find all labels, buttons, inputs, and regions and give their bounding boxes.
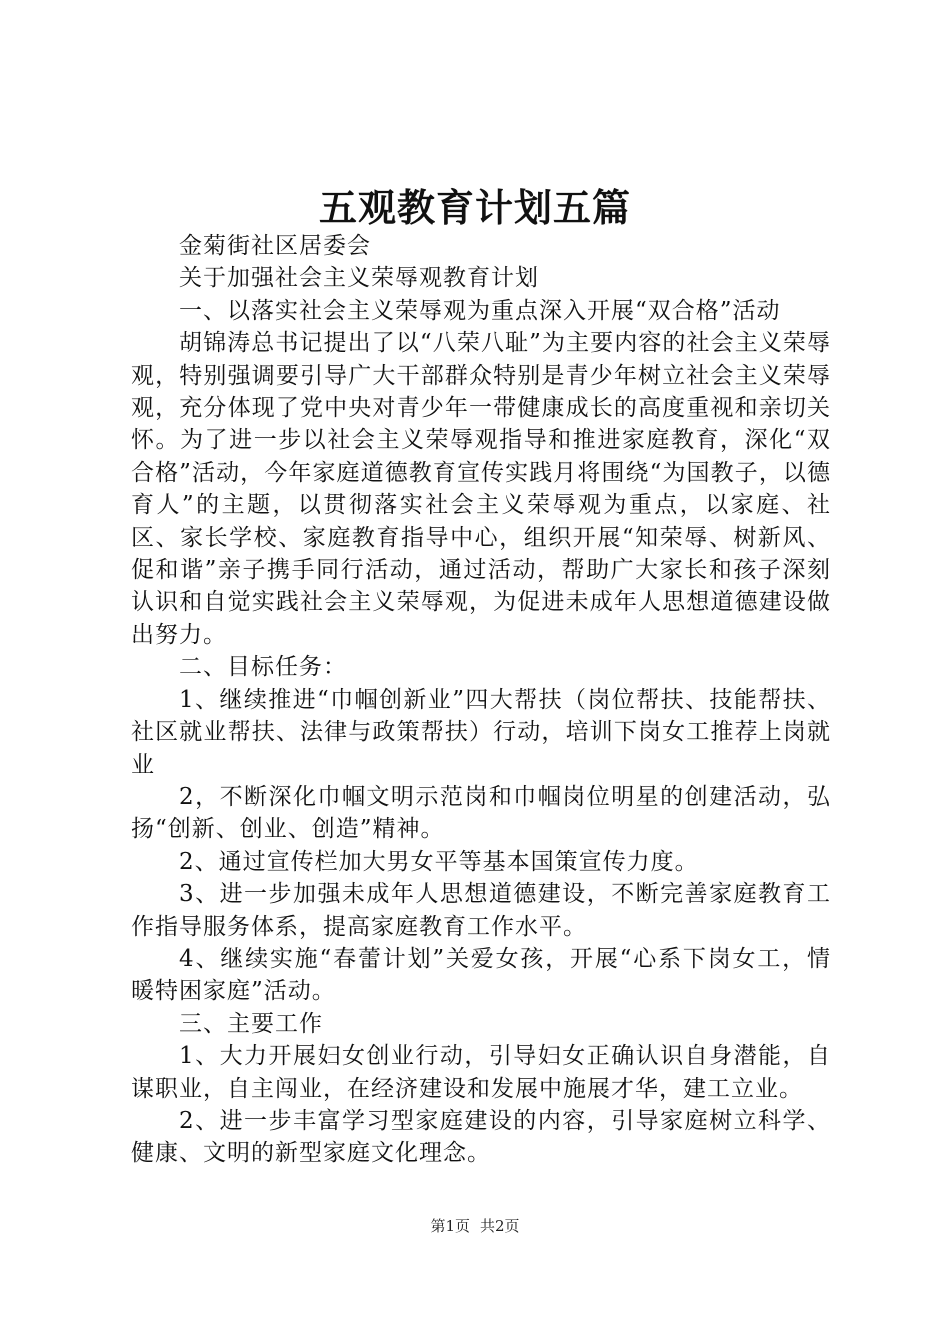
page-number: 第1页	[430, 1217, 470, 1235]
task-item-3: 3、进一步加强未成年人思想道德建设，不断完善家庭教育工作指导服务体系，提高家庭教育工作水平。	[131, 881, 831, 940]
task-item-1: 1、继续推进“巾帼创新业”四大帮扶（岗位帮扶、技能帮扶、社区就业帮扶、法律与政策帮扶）行动，培训下岗女工推荐上岗就业	[131, 686, 831, 778]
task-item-4: 4、继续实施“春蕾计划”关爱女孩，开展“心系下岗女工，情暖特困家庭”活动。	[131, 945, 831, 1005]
document-title: 五观教育计划五篇	[318, 185, 631, 230]
task-item-2b: 2、通过宣传栏加大男女平等基本国策宣传力度。	[179, 848, 699, 875]
paragraph-org-name: 金菊街社区居委会	[179, 233, 371, 259]
page-footer	[0, 1215, 950, 1237]
work-item-2: 2、进一步丰富学习型家庭建设的内容，引导家庭树立科学、健康、文明的新型家庭文化理念。	[131, 1107, 831, 1167]
section-heading-1: 一、以落实社会主义荣辱观为重点深入开展“双合格”活动	[179, 297, 781, 324]
document-body	[131, 230, 831, 1170]
section-heading-2: 二、目标任务：	[179, 654, 347, 681]
section-heading-3: 三、主要工作	[179, 1010, 323, 1037]
task-item-2a: 2，不断深化巾帼文明示范岗和巾帼岗位明星的创建活动，弘扬“创新、创业、创造”精神。	[131, 783, 831, 843]
work-item-1: 1、大力开展妇女创业行动，引导妇女正确认识自身潜能，自谋职业，自主闯业，在经济建设和发展中施展才华，建工立业。	[131, 1043, 831, 1102]
page-total: 共2页	[480, 1217, 520, 1235]
paragraph-plan-title: 关于加强社会主义荣辱观教育计划	[179, 265, 539, 292]
paragraph-intro: 胡锦涛总书记提出了以“八荣八耻”为主要内容的社会主义荣辱观，特别强调要引导广大干部群众特别是青少年树立社会主义荣辱观，充分体现了党中央对青少年一带健康成长的高度重视和亲切关怀。为了进一步以社会主义荣辱观指导和推进家庭教育，深化“双合格”活动，今年家庭道德教育宣传实践月将围绕“为国教子，以德育人”的主题，以贯彻落实社会主义荣辱观为重点，以家庭、社区、家长学校、家庭教育指导中心，组织开展“知荣辱、树新风、促和谐”亲子携手同行活动，通过活动，帮助广大家长和孩子深刻认识和自觉实践社会主义荣辱观，为促进未成年人思想道德建设做出努力。	[131, 330, 831, 648]
